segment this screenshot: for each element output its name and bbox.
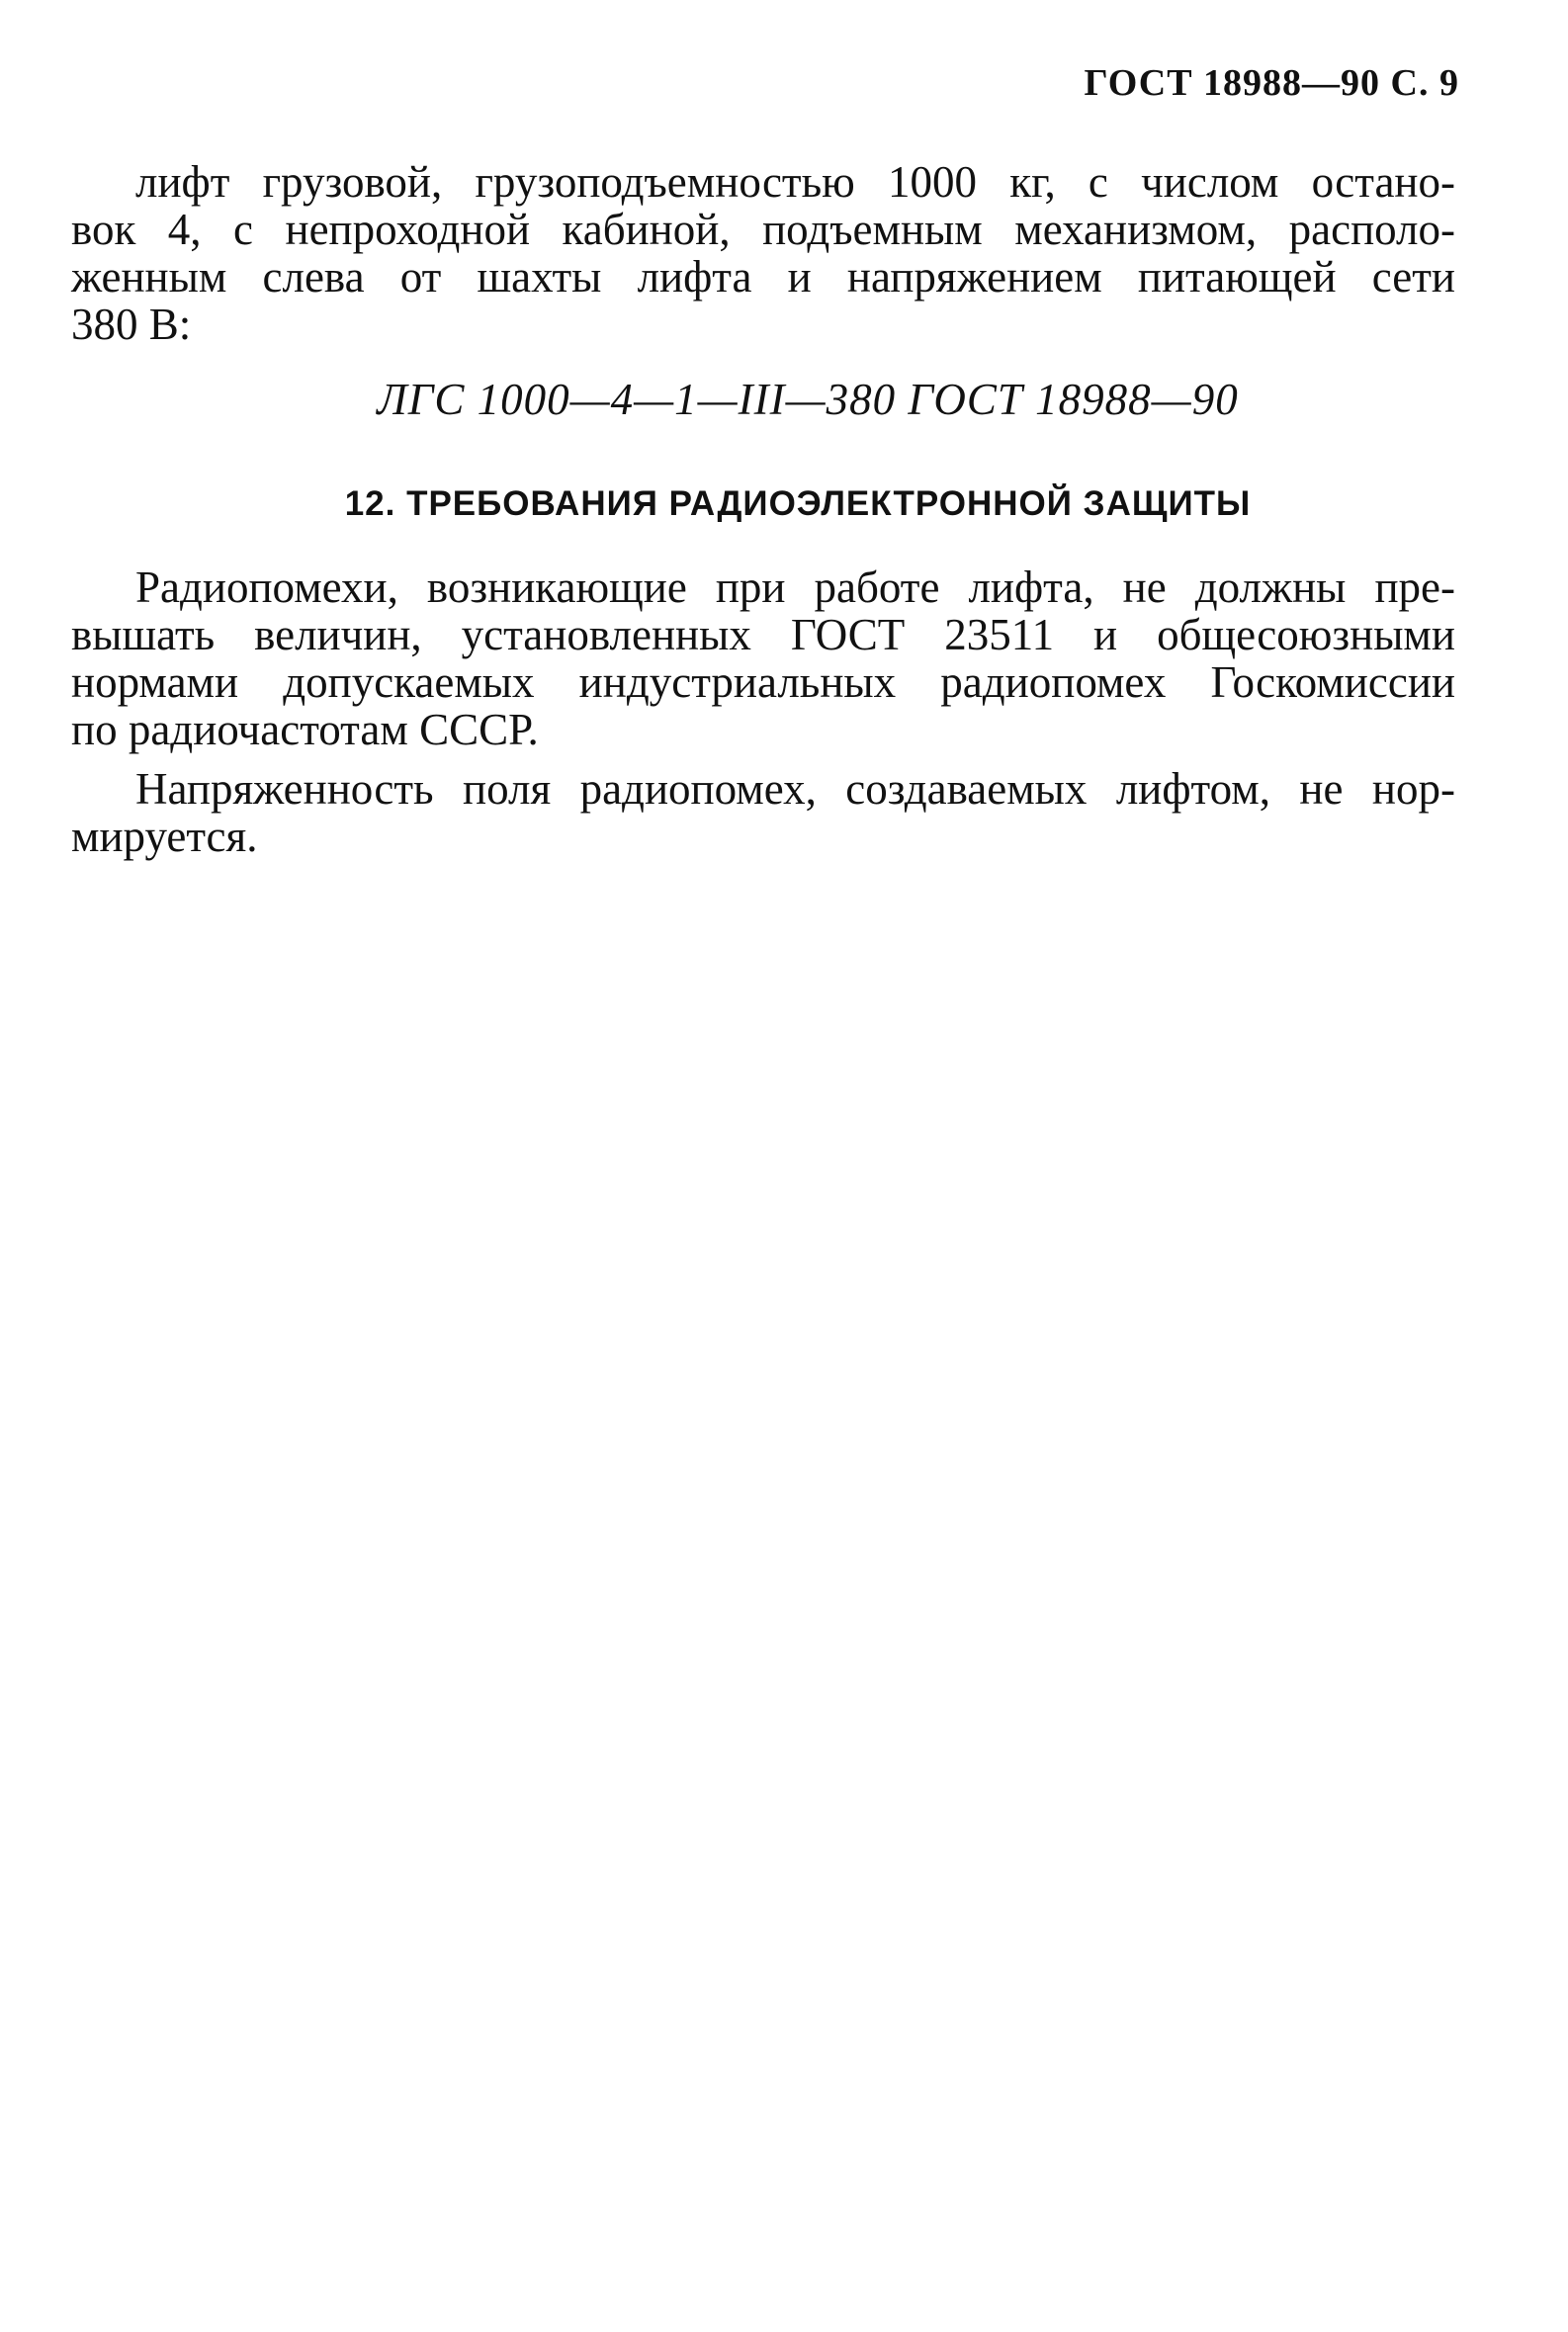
section-title: 12. ТРЕБОВАНИЯ РАДИОЭЛЕКТРОННОЙ ЗАЩИТЫ — [344, 484, 1252, 523]
document-body — [71, 158, 1455, 860]
text-line: 380 В: — [71, 300, 192, 349]
text-line: лифт грузовой, грузоподъемностью 1000 кг, с числом остано- — [135, 157, 1455, 207]
text-line: по радиочастотам СССР. — [71, 705, 539, 754]
section-paragraph-2 — [71, 765, 1455, 860]
text-line: мируется. — [71, 812, 258, 861]
example-paragraph — [71, 158, 1455, 348]
text-line: женным слева от шахты лифта и напряжением питающей сети — [71, 252, 1455, 302]
text-line: Напряженность поля радиопомех, создаваемых лифтом, не нор- — [135, 764, 1455, 814]
product-designation: ЛГС 1000—4—1—III—380 ГОСТ 18988—90 — [377, 375, 1239, 424]
text-line: нормами допускаемых индустриальных радиопомех Госкомиссии — [71, 657, 1455, 707]
text-line: вышать величин, установленных ГОСТ 23511 и общесоюзными — [71, 610, 1455, 659]
page-header: ГОСТ 18988—90 С. 9 — [1084, 62, 1459, 104]
text-line: вок 4, с непроходной кабиной, подъемным механизмом, располо- — [71, 205, 1455, 254]
text-line: Радиопомехи, возникающие при работе лифта, не должны пре- — [135, 562, 1455, 612]
section-paragraph-1 — [71, 563, 1455, 753]
